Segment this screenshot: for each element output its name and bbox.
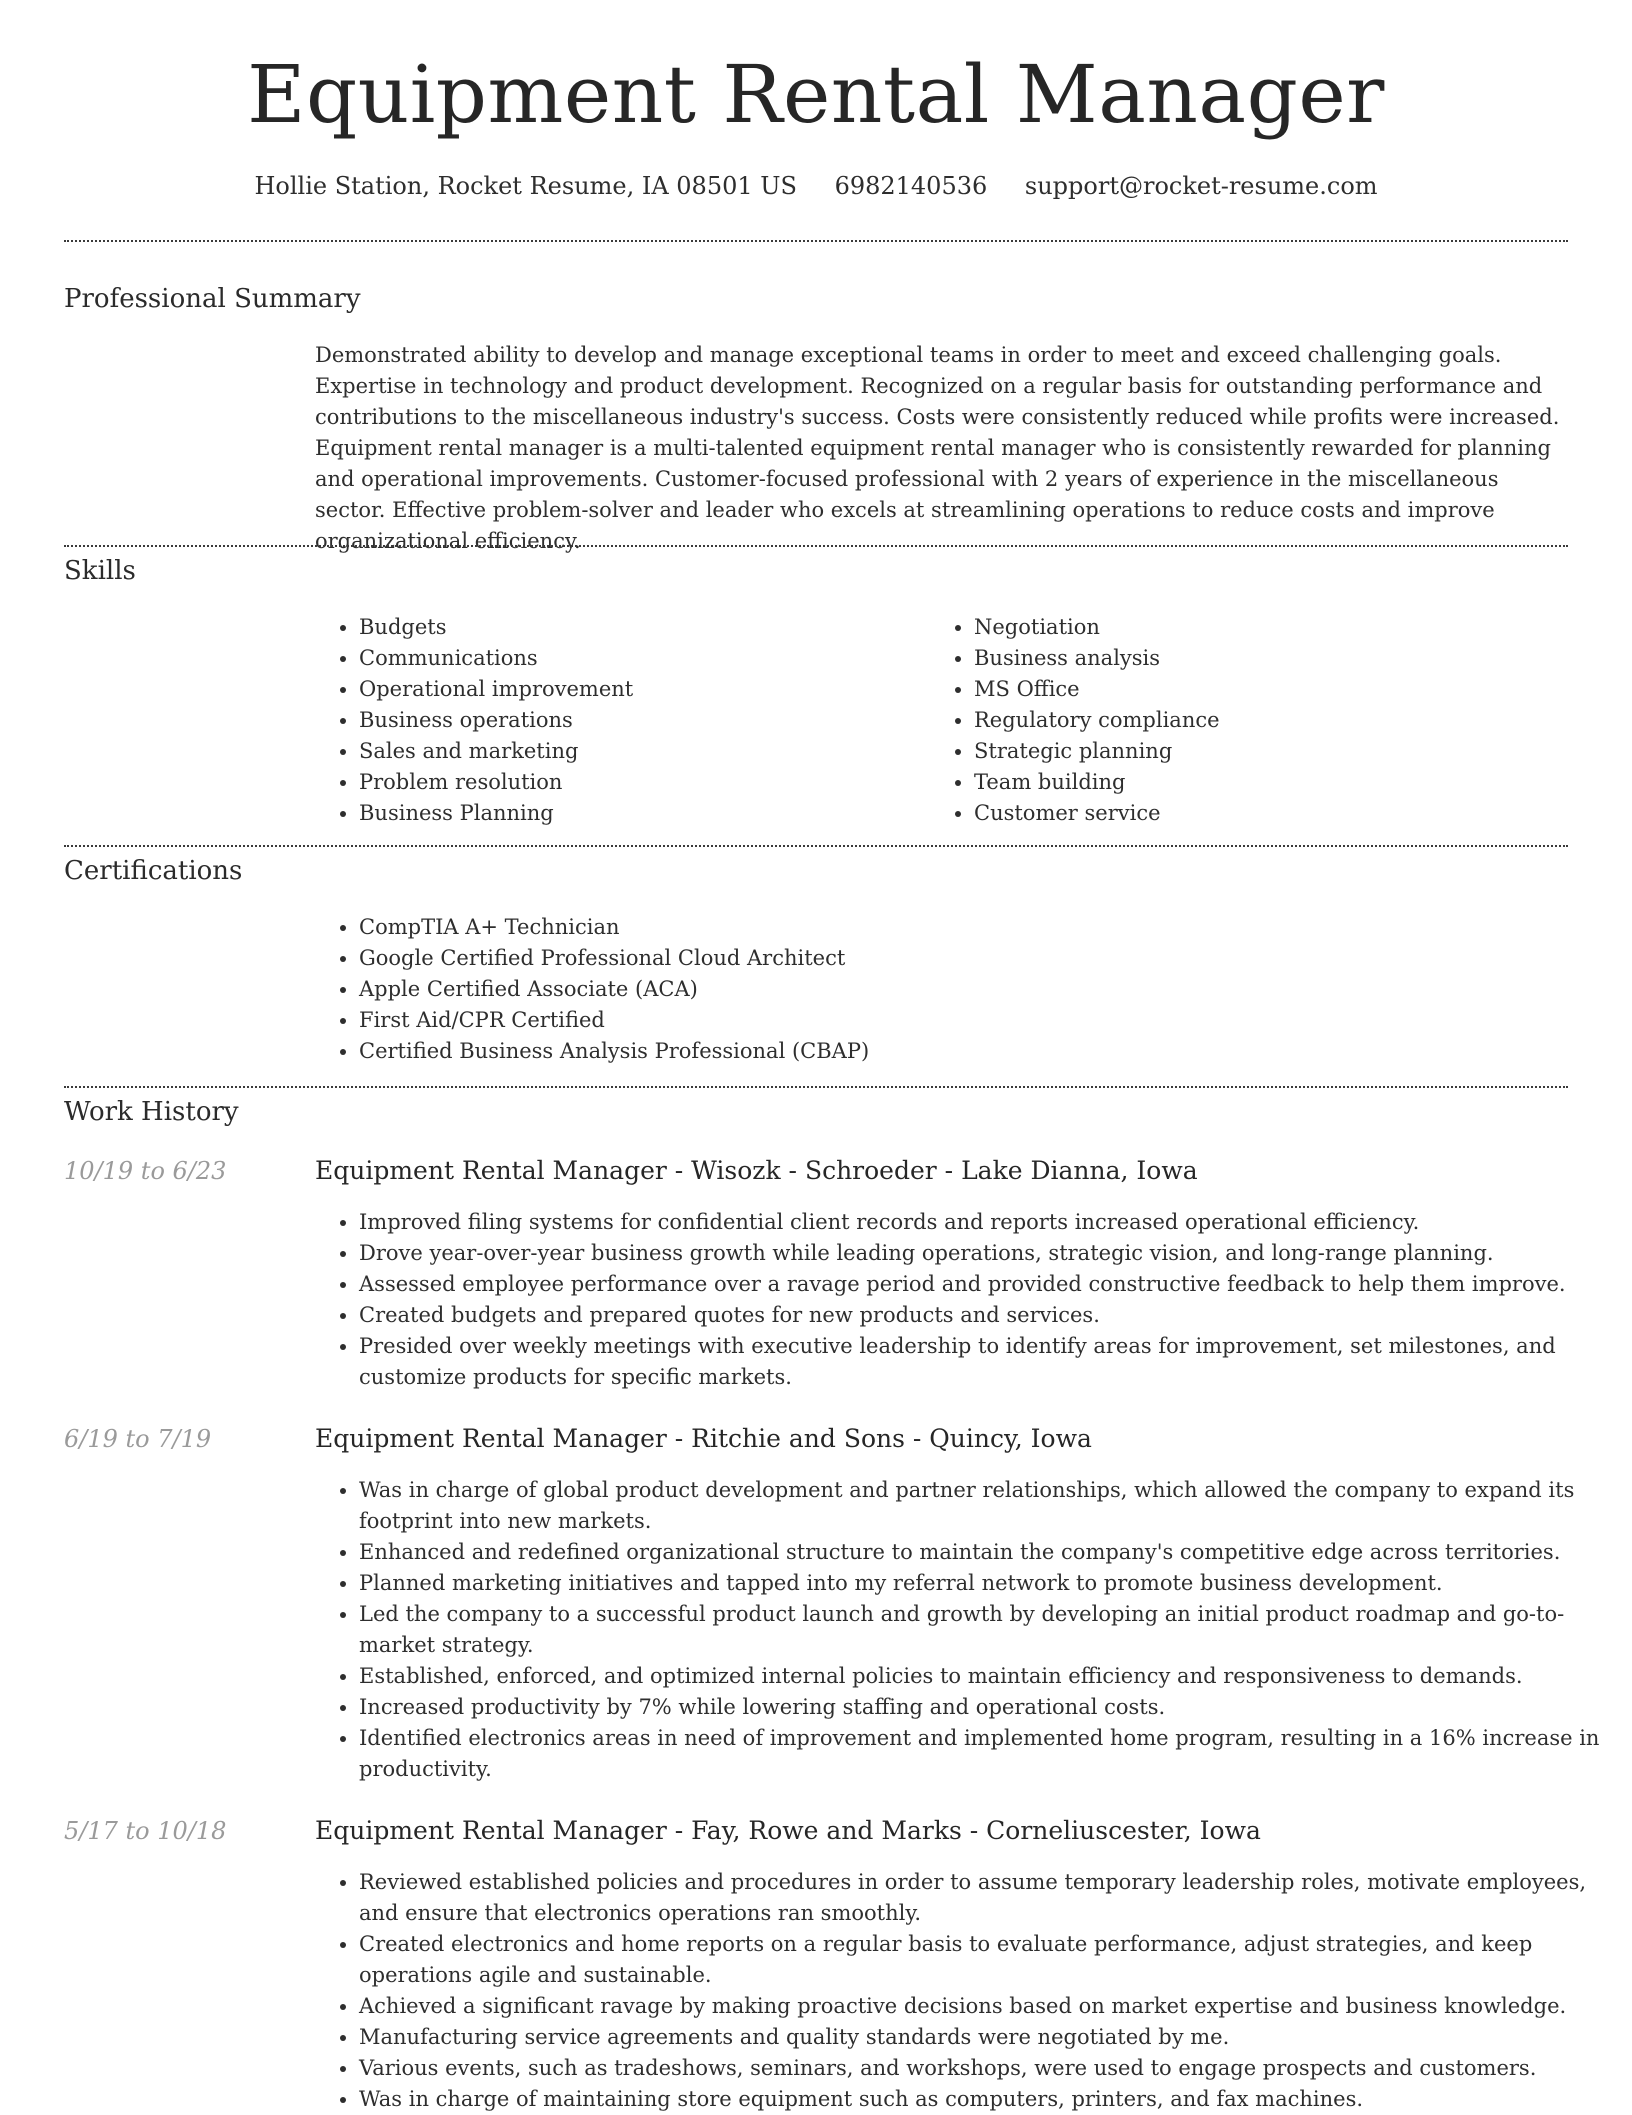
job-dates: 6/19 to 7/19 — [64, 1425, 212, 1453]
certification-item: • CompTIA A+ Technician — [359, 912, 1559, 943]
certification-item: • Certified Business Analysis Professional (CBAP) — [359, 1036, 1559, 1067]
contact-phone: 6982140536 — [834, 172, 988, 200]
skills-list-left — [315, 612, 919, 829]
section-title-skills: Skills — [64, 556, 136, 586]
job-bullet: • Manufacturing service agreements and quality standards were negotiated by me. — [359, 2022, 1612, 2053]
job-bullets — [315, 1475, 1612, 1785]
section-title-work-history: Work History — [64, 1097, 239, 1127]
divider — [64, 1086, 1568, 1088]
skill-item: • Team building — [974, 767, 1574, 798]
skill-item: • Problem resolution — [359, 767, 919, 798]
job-dates: 5/17 to 10/18 — [64, 1817, 227, 1845]
skill-item: • Budgets — [359, 612, 919, 643]
certification-item: • Google Certified Professional Cloud Architect — [359, 943, 1559, 974]
job-title: Equipment Rental Manager - Fay, Rowe and Marks - Corneliuscester, Iowa — [315, 1816, 1261, 1845]
skill-item: • Sales and marketing — [359, 736, 919, 767]
job-bullet: • Created budgets and prepared quotes for new products and services. — [359, 1300, 1612, 1331]
certifications-list — [315, 912, 1559, 1067]
job-title: Equipment Rental Manager - Wisozk - Schroeder - Lake Dianna, Iowa — [315, 1156, 1198, 1185]
skill-item: • Business Planning — [359, 798, 919, 829]
job-bullets — [315, 1207, 1612, 1393]
job-bullet: • Achieved a significant ravage by making proactive decisions based on market expertise and business knowledge. — [359, 1991, 1612, 2022]
section-title-summary: Professional Summary — [64, 284, 361, 314]
skill-item: • Business analysis — [974, 643, 1574, 674]
job-bullet: • Was in charge of maintaining store equipment such as computers, printers, and fax machines. — [359, 2084, 1612, 2115]
certification-item: • First Aid/CPR Certified — [359, 1005, 1559, 1036]
job-bullet: • Enhanced and redefined organizational structure to maintain the company's competitive edge across territories. — [359, 1537, 1612, 1568]
divider — [64, 845, 1568, 847]
skill-item: • Operational improvement — [359, 674, 919, 705]
job-bullet: • Led the company to a successful product launch and growth by developing an initial product roadmap and go-to-market strategy. — [359, 1599, 1612, 1661]
skill-item: • Business operations — [359, 705, 919, 736]
job-bullet: • Reviewed established policies and procedures in order to assume temporary leadership roles, motivate employees, and ensure that electronics operations ran smoothly. — [359, 1867, 1612, 1929]
contact-address: Hollie Station, Rocket Resume, IA 08501 US — [254, 172, 797, 200]
job-bullet: • Presided over weekly meetings with executive leadership to identify areas for improvement, set milestones, and customize products for specific markets. — [359, 1331, 1612, 1393]
job-dates: 10/19 to 6/23 — [64, 1157, 227, 1185]
section-title-certifications: Certifications — [64, 856, 243, 886]
job-bullet: • Created electronics and home reports on a regular basis to evaluate performance, adjust strategies, and keep operations agile and sustainable. — [359, 1929, 1612, 1991]
divider — [64, 545, 1568, 547]
job-bullets — [315, 1867, 1612, 2115]
job-bullet: • Improved filing systems for confidential client records and reports increased operational efficiency. — [359, 1207, 1612, 1238]
job-bullet: • Assessed employee performance over a ravage period and provided constructive feedback to help them improve. — [359, 1269, 1612, 1300]
candidate-name: Equipment Rental Manager — [247, 48, 1385, 141]
job-bullet: • Increased productivity by 7% while lowering staffing and operational costs. — [359, 1692, 1612, 1723]
skill-item: • Customer service — [974, 798, 1574, 829]
skill-item: • Regulatory compliance — [974, 705, 1574, 736]
skill-item: • Strategic planning — [974, 736, 1574, 767]
skill-item: • MS Office — [974, 674, 1574, 705]
job-bullet: • Various events, such as tradeshows, seminars, and workshops, were used to engage prospects and customers. — [359, 2053, 1612, 2084]
job-bullet: • Planned marketing initiatives and tapped into my referral network to promote business development. — [359, 1568, 1612, 1599]
skill-item: • Negotiation — [974, 612, 1574, 643]
skill-item: • Communications — [359, 643, 919, 674]
job-bullet: • Established, enforced, and optimized internal policies to maintain efficiency and responsiveness to demands. — [359, 1661, 1612, 1692]
skills-list-right — [930, 612, 1574, 829]
contact-line — [0, 172, 1632, 200]
contact-email: support@rocket-resume.com — [1024, 172, 1378, 200]
summary-text: Demonstrated ability to develop and manage exceptional teams in order to meet and exceed challenging goals. Expertise in technology and product development. Recognized on a regular basis for outstanding performance and contributions to the miscellaneous industry's success. Costs were consistently reduced while profits were increased. Equipment rental manager is a multi-talented equipment rental manager who is consistently rewarded for planning and operational improvements. Customer-focused professional with 2 years of experience in the miscellaneous sector. Effective problem-solver and leader who excels at streamlining operations to reduce costs and improve organizational efficiency. — [315, 343, 1560, 553]
divider — [64, 240, 1568, 242]
job-title: Equipment Rental Manager - Ritchie and Sons - Quincy, Iowa — [315, 1424, 1092, 1453]
certification-item: • Apple Certified Associate (ACA) — [359, 974, 1559, 1005]
job-bullet: • Drove year-over-year business growth while leading operations, strategic vision, and long-range planning. — [359, 1238, 1612, 1269]
job-bullet: • Was in charge of global product development and partner relationships, which allowed the company to expand its footprint into new markets. — [359, 1475, 1612, 1537]
job-bullet: • Identified electronics areas in need of improvement and implemented home program, resulting in a 16% increase in productivity. — [359, 1723, 1612, 1785]
